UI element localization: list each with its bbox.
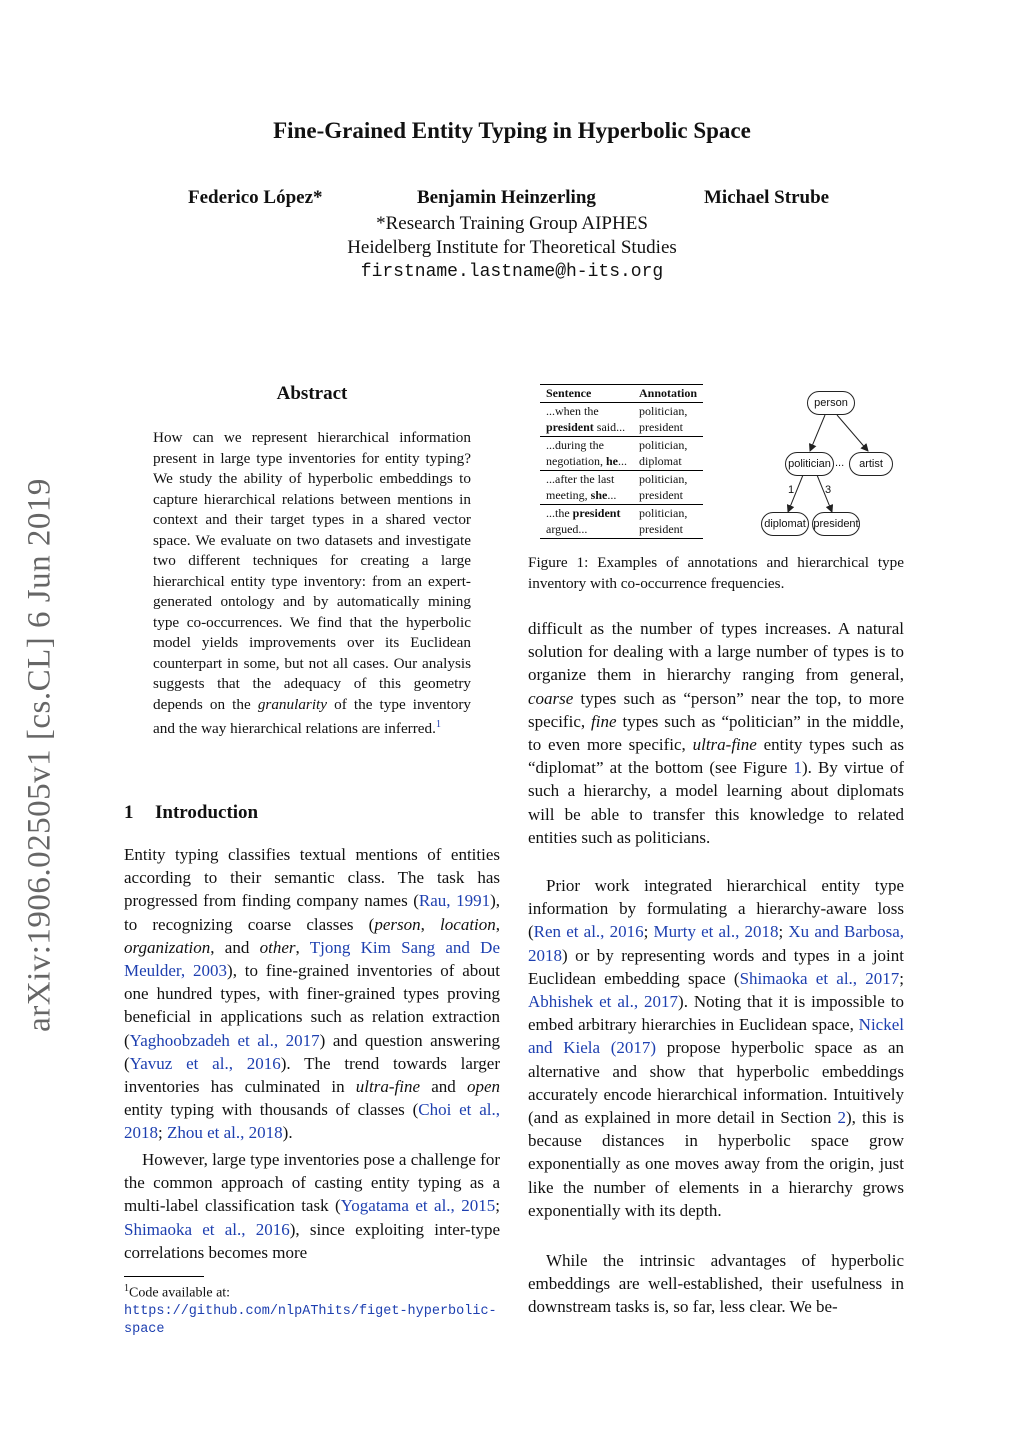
- citation-link[interactable]: Abhishek et al., 2017: [528, 992, 679, 1012]
- paragraph-text: ,: [295, 937, 310, 957]
- paragraph-text: However, large type inventories pose a challenge for the common approach of casting entity typing as a multi-label classification task (: [124, 1150, 500, 1216]
- footnote-url[interactable]: https://github.com/nlpAThits/figet-hyperbolic-space: [124, 1303, 497, 1337]
- paragraph-text: ). Noting that it is impossible to embed arbitrary hierarchies in Euclidean space,: [528, 992, 904, 1035]
- citation-link[interactable]: Shimaoka et al., 2016: [124, 1219, 290, 1239]
- citation-link[interactable]: Xu and Barbosa, 2018: [528, 922, 904, 965]
- paragraph-text: ), this is because distances in hyperbolic space grow exponentially as one moves away from the origin, just like the number of elements in a hierarchy grows exponentially with its depth.: [528, 1108, 905, 1220]
- row1-annotation-b: president: [633, 419, 703, 436]
- edge-person-politician: [810, 415, 825, 451]
- row3-sentence-b: meeting, she...: [540, 487, 633, 504]
- abstract-heading: Abstract: [276, 383, 348, 404]
- table-header-sentence: Sentence: [540, 385, 633, 403]
- paragraph-text: difficult as the number of types increases. A natural solution for dealing with a large number of types is to organize them in hierarchy ranging from general,: [528, 619, 904, 685]
- abstract-body: [153, 428, 471, 740]
- node-politician: politician: [785, 452, 834, 476]
- footnote-label: Code available at:: [129, 1285, 231, 1301]
- section-number: 1: [124, 802, 134, 823]
- row2-sentence-b: negotiation, he...: [540, 453, 633, 470]
- paragraph-text: location: [440, 914, 496, 934]
- author-email: firstname.lastname@h-its.org: [360, 262, 664, 282]
- citation-link[interactable]: Ren et al., 2016: [533, 922, 644, 942]
- paragraph-text: ultra-fine: [355, 1077, 420, 1097]
- author-3: Michael Strube: [704, 187, 830, 208]
- citation-link[interactable]: Rau, 1991: [418, 891, 491, 911]
- citation-link[interactable]: Yavuz et al., 2016: [129, 1053, 281, 1073]
- row2-sentence-a: ...during the: [546, 437, 604, 452]
- paragraph-text: While the intrinsic advantages of hyperbolic embeddings are well-established, their usefulness in downstream tasks is, so far, less clear. We be-: [528, 1251, 904, 1317]
- node-president: president: [812, 512, 860, 536]
- citation-link[interactable]: Choi et al., 2018: [124, 1100, 500, 1143]
- affiliation-institute: Heidelberg Institute for Theoretical Studies: [347, 237, 677, 258]
- edge-freq-right: 3: [825, 484, 832, 496]
- paragraph-text: types such as “person” near the top, to more specific,: [528, 688, 904, 731]
- intro-paragraph-4: [528, 874, 904, 1222]
- paragraph-text: entity types such as “diplomat” at the bottom (see Figure: [528, 735, 904, 778]
- abstract-emphasis: granularity: [257, 695, 328, 713]
- edge-person-artist: [837, 415, 868, 451]
- type-hierarchy-diagram: [755, 385, 905, 540]
- paragraph-text: , and: [210, 937, 260, 957]
- citation-link[interactable]: 2: [837, 1108, 846, 1128]
- row4-annotation-a: politician,: [639, 505, 688, 520]
- figure-table: [540, 384, 703, 539]
- section-heading: Introduction: [155, 802, 259, 823]
- node-person: person: [807, 391, 855, 415]
- citation-link[interactable]: Yogatama et al., 2015: [340, 1196, 496, 1216]
- citation-link[interactable]: Tjong Kim Sang and De Meulder, 2003: [124, 937, 501, 981]
- paragraph-text: open: [466, 1077, 501, 1097]
- intro-paragraph-2: [124, 1148, 500, 1264]
- footnote-mark: 1: [124, 1283, 129, 1294]
- node-artist: artist: [849, 452, 893, 476]
- row1-annotation-a: politician,: [639, 403, 688, 418]
- citation-link[interactable]: 1: [793, 758, 802, 778]
- row4-sentence-b: argued...: [540, 521, 633, 538]
- paragraph-text: ;: [899, 968, 904, 988]
- paragraph-text: Prior work integrated hierarchical entity type information by formulating a hierarchy-aware loss (: [528, 876, 904, 942]
- node-ellipsis: ...: [835, 457, 845, 469]
- affiliation-group: *Research Training Group AIPHES: [376, 213, 648, 234]
- row1-sentence-b: president said...: [540, 419, 633, 436]
- paper-title: Fine-Grained Entity Typing in Hyperbolic Space: [273, 118, 751, 143]
- paragraph-text: ).: [282, 1123, 293, 1143]
- citation-link[interactable]: Shimaoka et al., 2017: [739, 968, 900, 988]
- row4-sentence-a: ...the president: [546, 505, 621, 520]
- paragraph-text: ). By virtue of such a hierarchy, a model learning about diplomats will be able to transfer this knowledge to related entities such as politicians.: [528, 758, 904, 847]
- citation-link[interactable]: Nickel and Kiela (2017): [528, 1015, 904, 1058]
- author-1: Federico López*: [188, 187, 323, 208]
- paragraph-text: ;: [778, 922, 789, 942]
- footnote: [124, 1280, 500, 1339]
- paragraph-text: ultra-fine: [692, 735, 757, 755]
- footnote-link[interactable]: 1: [435, 719, 441, 730]
- row2-annotation-b: diplomat: [633, 453, 703, 470]
- author-2: Benjamin Heinzerling: [417, 187, 596, 208]
- paragraph-text: ;: [643, 922, 654, 942]
- footnote-rule: [124, 1276, 204, 1277]
- row4-annotation-b: president: [633, 521, 703, 538]
- table-header-annotation: Annotation: [633, 385, 703, 403]
- abstract-text-end: of the type inventory and the way hierarchical relations are inferred.: [153, 695, 472, 738]
- row3-annotation-a: politician,: [639, 471, 688, 486]
- abstract-text: How can we represent hierarchical information present in large type inventories for entity typing? We study the ability of hyperbolic embeddings to capture hierarchical relations between mentions in context and their target types in a shared vector space. We evaluate on two datasets and investigate two different techniques for creating a large hierarchical entity type inventory: from an expert-generated ontology and by automatically mining type co-occurrences. We find that the hyperbolic model yields improvements over its Euclidean counterpart in some, but not all cases. Our analysis suggests that the adequacy of this geometry depends on the: [153, 429, 471, 713]
- paragraph-text: ), since exploiting inter-type correlations becomes more: [124, 1219, 500, 1262]
- paragraph-text: entity typing with thousands of classes (: [124, 1100, 419, 1120]
- paragraph-text: ), to fine-grained inventories of about one hundred types, with finer-grained types proving beneficial in applications such as relation extraction (: [124, 961, 500, 1050]
- paragraph-text: coarse: [528, 688, 574, 708]
- paragraph-text: ;: [158, 1123, 167, 1143]
- row2-annotation-a: politician,: [639, 437, 688, 452]
- citation-link[interactable]: Zhou et al., 2018: [166, 1123, 283, 1143]
- paragraph-text: ), to recognizing coarse classes (: [124, 891, 501, 934]
- paragraph-text: types such as “politician” in the middle, to even more specific,: [528, 711, 905, 755]
- arxiv-id: arXiv:1906.02505v1 [cs.CL] 6 Jun 2019: [21, 478, 58, 1032]
- intro-paragraph-3: [528, 617, 904, 849]
- paragraph-text: other: [259, 937, 296, 957]
- edge-freq-left: 1: [788, 484, 795, 496]
- paragraph-text: ) or by representing words and types in a joint Euclidean embedding space (: [528, 945, 904, 988]
- figure-caption: Figure 1: Examples of annotations and hierarchical type inventory with co-occurrence frequencies.: [528, 554, 904, 592]
- row1-sentence-a: ...when the: [546, 403, 599, 418]
- paragraph-text: ). The trend towards larger inventories has culminated in: [124, 1053, 500, 1097]
- arxiv-stamp: [10, 470, 70, 1040]
- intro-paragraph-1: [124, 843, 500, 1145]
- row3-sentence-a: ...after the last: [546, 471, 615, 486]
- paragraph-text: ,: [495, 914, 501, 934]
- paragraph-text: ) and question answering (: [124, 1030, 500, 1073]
- intro-paragraph-5: [528, 1249, 904, 1319]
- paragraph-text: organization: [124, 937, 211, 957]
- row3-annotation-b: president: [633, 487, 703, 504]
- citation-link[interactable]: Yaghoobzadeh et al., 2017: [129, 1030, 320, 1050]
- paragraph-text: person: [374, 914, 421, 934]
- paragraph-text: propose hyperbolic space as an alternative and show that hyperbolic embeddings accurately encode hierarchical information. Intuitively (and as explained in more detail in Section: [528, 1038, 904, 1128]
- paragraph-text: Entity typing classifies textual mentions of entities according to their semantic class. The task has progressed from finding company names (: [124, 845, 500, 911]
- paragraph-text: ,: [420, 914, 441, 934]
- paragraph-text: ;: [495, 1196, 500, 1216]
- paragraph-text: fine: [591, 711, 617, 731]
- paragraph-text: and: [420, 1077, 467, 1097]
- node-diplomat: diplomat: [761, 512, 809, 536]
- citation-link[interactable]: Murty et al., 2018: [653, 922, 779, 942]
